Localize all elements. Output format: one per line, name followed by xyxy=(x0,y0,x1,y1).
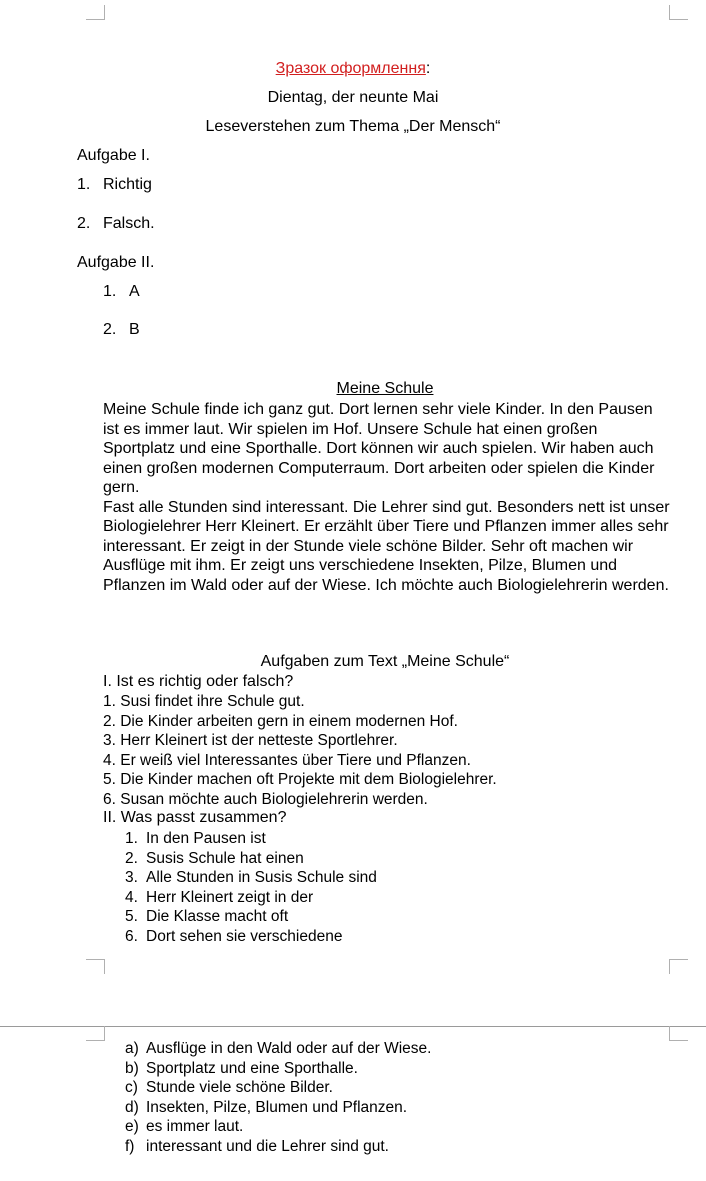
item-text: es immer laut. xyxy=(146,1118,244,1135)
answer-text: Falsch. xyxy=(103,215,155,232)
item-text: Die Klasse macht oft xyxy=(146,908,289,925)
topic-line: Leseverstehen zum Thema „Der Mensch“ xyxy=(205,118,501,135)
answer-text: A xyxy=(129,283,140,300)
story-paragraph: Fast alle Stunden sind interessant. Die Lehrer sind gut. Besonders nett ist unser Biologielehrer Herr Kleinert. Er erzählt über Tiere und Pflanzen immer alles sehr interessant. Er zeigt in der Stunde viele schöne Bilder. Sehr oft machen wir Ausflüge mit ihm. Er zeigt uns verschiedene Insekten, Pilze, Blumen und Pflanzen im Wald oder auf der Wiese. Ich möchte auch Biologielehrerin werden. xyxy=(103,498,670,594)
list-item xyxy=(125,829,377,849)
page-break-divider xyxy=(0,1026,706,1027)
story-paragraph: Meine Schule finde ich ganz gut. Dort lernen sehr viele Kinder. In den Pausen ist es immer laut. Wir spielen im Hof. Unsere Schule hat einen großen Sportplatz und eine Sporthalle. Dort können wir auch spielen. Wir haben auch einen großen modernen Computerraum. Dort arbeiten oder spielen die Kinder gern. xyxy=(103,401,655,496)
list-item xyxy=(125,1098,431,1118)
item-number: 2. xyxy=(125,849,138,867)
list-item xyxy=(125,868,377,888)
item-letter: b) xyxy=(125,1059,139,1077)
page-corner-mark xyxy=(669,5,688,20)
item-text: Herr Kleinert zeigt in der xyxy=(146,888,314,906)
item-letter: e) xyxy=(125,1118,139,1135)
item-letter: a) xyxy=(125,1040,139,1057)
date-line: Dientag, der neunte Mai xyxy=(267,89,439,106)
item-letter: d) xyxy=(125,1098,139,1116)
list-item: 5. Die Kinder machen oft Projekte mit dem Biologielehrer. xyxy=(103,771,497,788)
item-text: interessant und die Lehrer sind gut. xyxy=(146,1137,389,1155)
story-text xyxy=(103,400,673,595)
item-text: Ausflüge in den Wald oder auf der Wiese. xyxy=(146,1040,432,1057)
list-item: 1. Susi findet ihre Schule gut. xyxy=(103,693,305,710)
item-number: 6. xyxy=(125,927,138,945)
answer-text: B xyxy=(129,321,140,338)
page-corner-mark xyxy=(86,5,105,20)
item-text: Susis Schule hat einen xyxy=(146,849,304,867)
item-number: 4. xyxy=(125,888,138,906)
part1-heading: I. Ist es richtig oder falsch? xyxy=(103,673,294,690)
item-text: Dort sehen sie verschiedene xyxy=(146,927,343,945)
task1-answer xyxy=(77,215,155,233)
item-letter: c) xyxy=(125,1079,138,1096)
task2-answer xyxy=(103,283,140,301)
part2-heading: II. Was passt zusammen? xyxy=(103,809,287,826)
task1-title: Aufgabe I. xyxy=(77,147,150,164)
item-text: Alle Stunden in Susis Schule sind xyxy=(146,869,377,886)
item-text: Stunde viele schöne Bilder. xyxy=(146,1079,333,1096)
list-item xyxy=(125,1117,431,1137)
answer-number: 2. xyxy=(77,215,91,232)
list-item: 4. Er weiß viel Interessantes über Tiere und Pflanzen. xyxy=(103,751,471,769)
list-item xyxy=(125,907,377,927)
sample-heading xyxy=(0,60,706,78)
list-item xyxy=(125,927,377,947)
task2-answer xyxy=(103,321,140,339)
page-corner-mark xyxy=(86,1026,105,1041)
item-text: In den Pausen ist xyxy=(146,830,266,847)
item-number: 3. xyxy=(125,869,138,886)
list-item xyxy=(125,888,377,908)
answer-text: Richtig xyxy=(103,176,152,193)
item-number: 1. xyxy=(125,830,138,847)
task1-answer xyxy=(77,176,152,194)
sample-colon: : xyxy=(425,60,431,77)
list-item xyxy=(125,1137,431,1157)
item-letter: f) xyxy=(125,1137,135,1155)
page-corner-mark xyxy=(669,959,688,974)
list-item: 2. Die Kinder arbeiten gern in einem modernen Hof. xyxy=(103,712,458,730)
page-corner-mark xyxy=(669,1026,688,1041)
answer-number: 2. xyxy=(103,321,117,338)
exercises-title: Aufgaben zum Text „Meine Schule“ xyxy=(260,653,510,670)
list-item: 3. Herr Kleinert ist der netteste Sportlehrer. xyxy=(103,732,398,749)
list-item xyxy=(125,1039,431,1059)
sample-label: Зразок оформлення xyxy=(275,60,426,77)
answer-number: 1. xyxy=(103,283,117,300)
part2-endings-list xyxy=(125,1039,431,1156)
task2-title: Aufgabe II. xyxy=(77,254,155,271)
list-item xyxy=(125,1078,431,1098)
answer-number: 1. xyxy=(77,176,91,193)
page-corner-mark xyxy=(86,959,105,974)
item-text: Insekten, Pilze, Blumen und Pflanzen. xyxy=(146,1098,408,1116)
story-title: Meine Schule xyxy=(336,380,434,397)
list-item xyxy=(125,849,377,869)
part1-list xyxy=(103,692,497,809)
list-item xyxy=(125,1059,431,1079)
part2-list xyxy=(125,829,377,946)
list-item: 6. Susan möchte auch Biologielehrerin werden. xyxy=(103,790,428,808)
item-text: Sportplatz und eine Sporthalle. xyxy=(146,1059,358,1077)
item-number: 5. xyxy=(125,908,138,925)
